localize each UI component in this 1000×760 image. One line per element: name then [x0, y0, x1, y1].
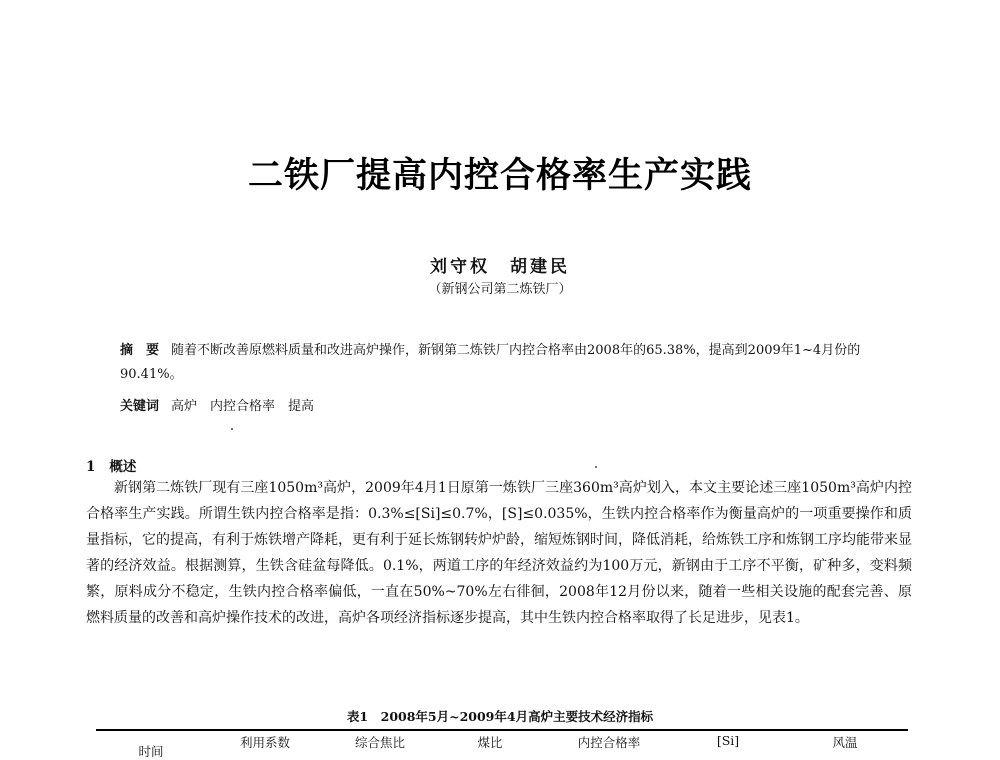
section-heading — [86, 455, 136, 475]
scan-speck — [231, 428, 233, 430]
abstract — [120, 339, 890, 387]
table-header-cell: 利用系数 — [239, 735, 290, 750]
table-header-cell: 风温 — [832, 735, 858, 750]
keywords-text: 高炉 内控合格率 提高 — [171, 399, 315, 414]
table-header-cell: 煤比 — [477, 735, 503, 750]
table-header-cell: 内控合格率 — [577, 735, 641, 750]
authors: 刘守权 胡建民 — [430, 257, 570, 277]
section-title: 概述 — [109, 459, 137, 475]
table-header-row — [96, 733, 908, 760]
affiliation: （新钢公司第二炼铁厂） — [428, 282, 572, 297]
table-top-rule — [96, 729, 908, 731]
abstract-text: 随着不断改善原燃料质量和改进高炉操作，新钢第二炼铁厂内控合格率由2008年的65.38%，提高到2009年1~4月份的90.41%。 — [120, 343, 861, 382]
keywords — [120, 395, 314, 414]
table-header-cell: 时间 — [138, 744, 164, 759]
table-header-cell: [Si] — [716, 733, 740, 748]
scan-speck — [595, 466, 597, 468]
keywords-label: 关键词 — [120, 399, 160, 414]
table-caption: 表1 2008年5月~2009年4月高炉主要技术经济指标 — [346, 709, 654, 724]
abstract-label: 摘 要 — [120, 343, 160, 358]
table-header-cell: 综合焦比 — [354, 735, 405, 750]
paper-title: 二铁厂提高内控合格率生产实践 — [247, 155, 752, 196]
body-paragraph: 新钢第二炼铁厂现有三座1050m³高炉，2009年4月1日原第一炼铁厂三座360m³高炉划入，本文主要论述三座1050m³高炉内控合格率生产实践。所谓生铁内控合格率是指：0.3%≤[Si]≤0.7%，[S]≤0.035%，生铁内控合格率作为衡量高炉的一项重要操作和质量指标，它的提高，有利于炼铁增产降耗，更有利于延长炼钢转炉炉龄，缩短炼钢时间，降低消耗，给炼铁工序和炼钢工序均能带来显著的经济效益。根据测算，生铁含硅盆每降低。0.1%，两道工序的年经济效益约为100万元，新钢由于工序不平衡，矿种多，变料频繁，原料成分不稳定，生铁内控合格率偏低，一直在50%~70%左右徘徊，2008年12月份以来，随着一些相关设施的配套完善、原燃料质量的改善和高炉操作技术的改进，高炉各项经济指标逐步提高，其中生铁内控合格率取得了长足进步，见表1。 — [86, 480, 912, 626]
section-number: 1 — [86, 459, 96, 475]
